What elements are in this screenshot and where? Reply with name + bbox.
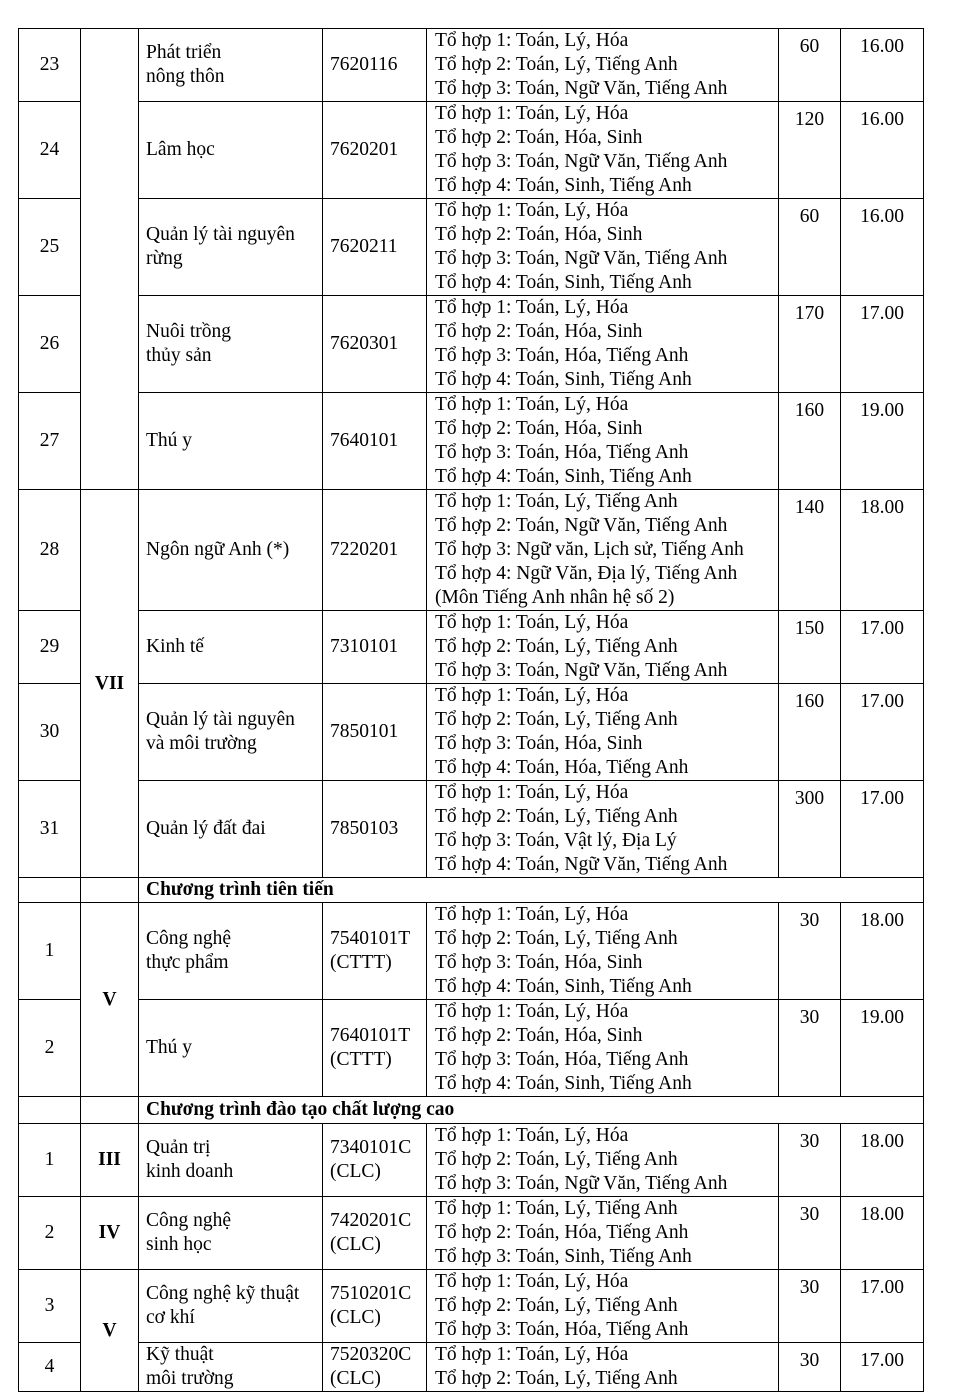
subject-combos-line: Tổ hợp 1: Toán, Lý, Hóa: [435, 1271, 629, 1292]
subject-combos: [427, 903, 779, 1000]
cutoff-score: 18.00: [841, 903, 924, 1000]
subject-combos-line: Tổ hợp 1: Toán, Lý, Hóa: [435, 297, 629, 318]
quota: 160: [779, 393, 841, 490]
quota: 300: [779, 781, 841, 878]
table-row: [19, 781, 924, 878]
major-name-line: Kinh tế: [146, 636, 204, 657]
subject-combos-line: Tổ hợp 4: Toán, Ngữ Văn, Tiếng Anh: [435, 854, 728, 875]
major-code: [323, 490, 427, 611]
subject-combos-line: Tổ hợp 4: Toán, Sinh, Tiếng Anh: [435, 976, 692, 997]
major-name: [139, 199, 323, 296]
subject-combos-line: Tổ hợp 3: Toán, Hóa, Sinh: [435, 733, 643, 754]
quota: 30: [779, 903, 841, 1000]
row-number: 23: [19, 29, 81, 102]
major-code-line: (CLC): [330, 1234, 381, 1255]
row-number: 1: [19, 903, 81, 1000]
major-code-line: 7220201: [330, 539, 399, 560]
subject-combos-line: Tổ hợp 3: Toán, Hóa, Tiếng Anh: [435, 1049, 689, 1070]
quota: 150: [779, 611, 841, 684]
cutoff-score: 17.00: [841, 1343, 924, 1392]
major-name-line: và môi trường: [146, 733, 257, 754]
subject-combos-line: Tổ hợp 2: Toán, Lý, Tiếng Anh: [435, 1295, 678, 1316]
subject-combos-line: Tổ hợp 4: Toán, Sinh, Tiếng Anh: [435, 369, 692, 390]
major-code-line: 7540101T: [330, 928, 411, 949]
subject-combos-line: Tổ hợp 1: Toán, Lý, Tiếng Anh: [435, 1198, 678, 1219]
subject-combos-line: Tổ hợp 3: Toán, Ngữ Văn, Tiếng Anh: [435, 1173, 728, 1194]
quota: 30: [779, 1343, 841, 1392]
major-code: [323, 1197, 427, 1270]
subject-combos: [427, 29, 779, 102]
major-name-line: Thú y: [146, 430, 193, 451]
quota: 60: [779, 199, 841, 296]
group-code: VII: [81, 490, 139, 878]
table-row: [19, 296, 924, 393]
major-name-line: nông thôn: [146, 66, 225, 87]
major-code: [323, 296, 427, 393]
major-name-line: Quản lý đất đai: [146, 818, 266, 839]
subject-combos-line: Tổ hợp 1: Toán, Lý, Hóa: [435, 904, 629, 925]
subject-combos-line: Tổ hợp 2: Toán, Ngữ Văn, Tiếng Anh: [435, 515, 728, 536]
quota: 30: [779, 1270, 841, 1343]
major-name-line: Ngôn ngữ Anh (*): [146, 539, 290, 560]
major-code: [323, 1343, 427, 1392]
major-name: [139, 29, 323, 102]
major-code: [323, 781, 427, 878]
subject-combos-line: Tổ hợp 2: Toán, Lý, Tiếng Anh: [435, 636, 678, 657]
major-name-line: Phát triển: [146, 42, 222, 63]
subject-combos-line: Tổ hợp 2: Toán, Lý, Tiếng Anh: [435, 709, 678, 730]
subject-combos: [427, 611, 779, 684]
table-row: [19, 611, 924, 684]
major-name: [139, 1270, 323, 1343]
major-name: [139, 903, 323, 1000]
cutoff-score: 17.00: [841, 611, 924, 684]
major-name-line: Quản lý tài nguyên: [146, 224, 295, 245]
subject-combos-line: Tổ hợp 3: Toán, Ngữ Văn, Tiếng Anh: [435, 78, 728, 99]
subject-combos-line: Tổ hợp 3: Toán, Ngữ Văn, Tiếng Anh: [435, 151, 728, 172]
row-number: 27: [19, 393, 81, 490]
table-row: [19, 684, 924, 781]
quota: 170: [779, 296, 841, 393]
table-row: [19, 29, 924, 102]
major-code-line: 7310101: [330, 636, 399, 657]
section-row: [19, 1097, 924, 1124]
subject-combos-line: Tổ hợp 1: Toán, Lý, Hóa: [435, 200, 629, 221]
major-code: [323, 199, 427, 296]
major-code-line: 7620116: [330, 54, 398, 75]
major-name: [139, 684, 323, 781]
major-name: [139, 296, 323, 393]
subject-combos-line: Tổ hợp 2: Toán, Hóa, Sinh: [435, 224, 643, 245]
table-body: [19, 29, 924, 1392]
major-name-line: Kỹ thuật: [146, 1344, 214, 1365]
subject-combos-line: Tổ hợp 3: Toán, Sinh, Tiếng Anh: [435, 1246, 692, 1267]
section-title: Chương trình tiên tiến: [139, 878, 924, 903]
table-row: [19, 393, 924, 490]
subject-combos-line: Tổ hợp 3: Toán, Hóa, Tiếng Anh: [435, 442, 689, 463]
subject-combos-line: Tổ hợp 4: Toán, Sinh, Tiếng Anh: [435, 1073, 692, 1094]
section-empty: [81, 1097, 139, 1124]
group-code: [81, 29, 139, 490]
cutoff-score: 16.00: [841, 199, 924, 296]
subject-combos: [427, 1124, 779, 1197]
major-code: [323, 684, 427, 781]
major-code: [323, 102, 427, 199]
group-code: III: [81, 1124, 139, 1197]
admissions-table: [18, 28, 924, 1392]
subject-combos-line: Tổ hợp 1: Toán, Lý, Hóa: [435, 1125, 629, 1146]
subject-combos-line: Tổ hợp 3: Toán, Ngữ Văn, Tiếng Anh: [435, 248, 728, 269]
subject-combos-line: Tổ hợp 3: Toán, Hóa, Tiếng Anh: [435, 1319, 689, 1340]
subject-combos-line: Tổ hợp 2: Toán, Lý, Tiếng Anh: [435, 928, 678, 949]
subject-combos: [427, 1343, 779, 1392]
row-number: 24: [19, 102, 81, 199]
subject-combos-line: Tổ hợp 1: Toán, Lý, Hóa: [435, 394, 629, 415]
cutoff-score: 17.00: [841, 684, 924, 781]
row-number: 30: [19, 684, 81, 781]
subject-combos-line: Tổ hợp 4: Ngữ Văn, Địa lý, Tiếng Anh: [435, 563, 738, 584]
subject-combos: [427, 781, 779, 878]
section-row: [19, 878, 924, 903]
row-number: 25: [19, 199, 81, 296]
section-empty: [19, 878, 81, 903]
major-code-line: (CTTT): [330, 1049, 392, 1070]
row-number: 1: [19, 1124, 81, 1197]
table-row: [19, 1270, 924, 1343]
major-name-line: Công nghệ: [146, 1210, 232, 1231]
subject-combos-line: Tổ hợp 2: Toán, Hóa, Sinh: [435, 1025, 643, 1046]
table-row: [19, 1343, 924, 1392]
major-name: [139, 1343, 323, 1392]
major-code: [323, 29, 427, 102]
row-number: 28: [19, 490, 81, 611]
subject-combos-line: Tổ hợp 3: Toán, Hóa, Sinh: [435, 952, 643, 973]
cutoff-score: 19.00: [841, 393, 924, 490]
row-number: 2: [19, 1000, 81, 1097]
row-number: 26: [19, 296, 81, 393]
table-row: [19, 1124, 924, 1197]
subject-combos-line: Tổ hợp 2: Toán, Lý, Tiếng Anh: [435, 806, 678, 827]
section-empty: [81, 878, 139, 903]
major-name-line: sinh học: [146, 1234, 212, 1255]
cutoff-score: 18.00: [841, 1197, 924, 1270]
subject-combos: [427, 296, 779, 393]
subject-combos-line: Tổ hợp 1: Toán, Lý, Hóa: [435, 612, 629, 633]
major-code-line: 7620201: [330, 139, 399, 160]
major-name: [139, 781, 323, 878]
major-code-line: 7520320C: [330, 1344, 412, 1365]
subject-combos-line: Tổ hợp 4: Toán, Sinh, Tiếng Anh: [435, 175, 692, 196]
subject-combos-line: Tổ hợp 1: Toán, Lý, Hóa: [435, 782, 629, 803]
major-code-line: 7620301: [330, 333, 399, 354]
quota: 30: [779, 1197, 841, 1270]
cutoff-score: 16.00: [841, 29, 924, 102]
major-name-line: cơ khí: [146, 1307, 195, 1328]
major-code-line: 7850101: [330, 721, 399, 742]
subject-combos-line: Tổ hợp 4: Toán, Sinh, Tiếng Anh: [435, 272, 692, 293]
subject-combos-line: Tổ hợp 3: Toán, Vật lý, Địa Lý: [435, 830, 677, 851]
table-row: [19, 490, 924, 611]
group-code: V: [81, 1270, 139, 1392]
table-row: [19, 102, 924, 199]
subject-combos-line: Tổ hợp 3: Toán, Hóa, Tiếng Anh: [435, 345, 689, 366]
row-number: 2: [19, 1197, 81, 1270]
major-code: [323, 1000, 427, 1097]
major-name: [139, 393, 323, 490]
section-empty: [19, 1097, 81, 1124]
major-name-line: kinh doanh: [146, 1161, 234, 1182]
cutoff-score: 17.00: [841, 1270, 924, 1343]
subject-combos: [427, 1270, 779, 1343]
table-row: [19, 903, 924, 1000]
major-name-line: Quản trị: [146, 1137, 211, 1158]
subject-combos: [427, 1000, 779, 1097]
subject-combos-line: Tổ hợp 2: Toán, Hóa, Sinh: [435, 127, 643, 148]
major-name-line: Thú y: [146, 1037, 193, 1058]
subject-combos: [427, 199, 779, 296]
subject-combos: [427, 1197, 779, 1270]
major-code-line: 7510201C: [330, 1283, 412, 1304]
table-row: [19, 1197, 924, 1270]
quota: 30: [779, 1000, 841, 1097]
subject-combos-line: Tổ hợp 2: Toán, Lý, Tiếng Anh: [435, 1368, 678, 1389]
subject-combos-line: Tổ hợp 1: Toán, Lý, Hóa: [435, 1001, 629, 1022]
major-code: [323, 903, 427, 1000]
major-code-line: (CTTT): [330, 952, 392, 973]
cutoff-score: 19.00: [841, 1000, 924, 1097]
subject-combos-line: Tổ hợp 4: Toán, Hóa, Tiếng Anh: [435, 757, 689, 778]
row-number: 3: [19, 1270, 81, 1343]
row-number: 31: [19, 781, 81, 878]
cutoff-score: 18.00: [841, 1124, 924, 1197]
major-code-line: 7640101T: [330, 1025, 411, 1046]
major-code-line: (CLC): [330, 1161, 381, 1182]
major-code: [323, 393, 427, 490]
subject-combos-line: Tổ hợp 2: Toán, Lý, Tiếng Anh: [435, 54, 678, 75]
major-name-line: Quản lý tài nguyên: [146, 709, 295, 730]
row-number: 4: [19, 1343, 81, 1392]
major-name-line: thực phẩm: [146, 952, 229, 973]
major-code-line: 7340101C: [330, 1137, 412, 1158]
subject-combos-line: Tổ hợp 2: Toán, Hóa, Sinh: [435, 418, 643, 439]
table-row: [19, 199, 924, 296]
major-name-line: rừng: [146, 248, 183, 269]
subject-combos-line: Tổ hợp 2: Toán, Lý, Tiếng Anh: [435, 1149, 678, 1170]
subject-combos-line: Tổ hợp 2: Toán, Hóa, Tiếng Anh: [435, 1222, 689, 1243]
major-name: [139, 102, 323, 199]
subject-combos-line: Tổ hợp 1: Toán, Lý, Hóa: [435, 685, 629, 706]
major-name-line: Công nghệ kỹ thuật: [146, 1283, 300, 1304]
major-code-line: 7420201C: [330, 1210, 412, 1231]
major-name-line: thủy sản: [146, 345, 212, 366]
major-code-line: 7620211: [330, 236, 398, 257]
subject-combos: [427, 684, 779, 781]
major-code-line: (CLC): [330, 1307, 381, 1328]
quota: 140: [779, 490, 841, 611]
subject-combos: [427, 490, 779, 611]
quota: 30: [779, 1124, 841, 1197]
major-name-line: Lâm học: [146, 139, 215, 160]
cutoff-score: 16.00: [841, 102, 924, 199]
group-code: IV: [81, 1197, 139, 1270]
major-code: [323, 1270, 427, 1343]
quota: 60: [779, 29, 841, 102]
table-row: [19, 1000, 924, 1097]
major-name: [139, 1000, 323, 1097]
subject-combos-line: Tổ hợp 1: Toán, Lý, Hóa: [435, 1344, 629, 1365]
subject-combos-line: (Môn Tiếng Anh nhân hệ số 2): [435, 587, 675, 608]
major-code-line: (CLC): [330, 1368, 381, 1389]
subject-combos-line: Tổ hợp 2: Toán, Hóa, Sinh: [435, 321, 643, 342]
subject-combos: [427, 393, 779, 490]
subject-combos-line: Tổ hợp 3: Toán, Ngữ Văn, Tiếng Anh: [435, 660, 728, 681]
major-code-line: 7850103: [330, 818, 399, 839]
major-name: [139, 1197, 323, 1270]
major-name-line: môi trường: [146, 1368, 234, 1389]
major-code-line: 7640101: [330, 430, 399, 451]
cutoff-score: 18.00: [841, 490, 924, 611]
row-number: 29: [19, 611, 81, 684]
cutoff-score: 17.00: [841, 296, 924, 393]
subject-combos-line: Tổ hợp 3: Ngữ văn, Lịch sử, Tiếng Anh: [435, 539, 744, 560]
subject-combos-line: Tổ hợp 1: Toán, Lý, Tiếng Anh: [435, 491, 678, 512]
major-name-line: Nuôi trồng: [146, 321, 232, 342]
subject-combos-line: Tổ hợp 4: Toán, Sinh, Tiếng Anh: [435, 466, 692, 487]
major-code: [323, 1124, 427, 1197]
major-name: [139, 611, 323, 684]
subject-combos: [427, 102, 779, 199]
section-title: Chương trình đào tạo chất lượng cao: [139, 1097, 924, 1124]
major-code: [323, 611, 427, 684]
major-name: [139, 490, 323, 611]
subject-combos-line: Tổ hợp 1: Toán, Lý, Hóa: [435, 103, 629, 124]
cutoff-score: 17.00: [841, 781, 924, 878]
quota: 120: [779, 102, 841, 199]
major-name: [139, 1124, 323, 1197]
subject-combos-line: Tổ hợp 1: Toán, Lý, Hóa: [435, 30, 629, 51]
major-name-line: Công nghệ: [146, 928, 232, 949]
group-code: V: [81, 903, 139, 1097]
quota: 160: [779, 684, 841, 781]
